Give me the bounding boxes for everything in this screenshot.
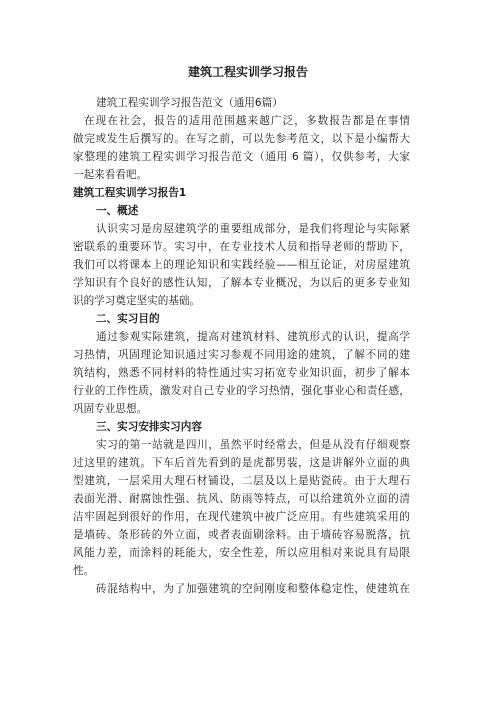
- paragraph-line: 筑结构，熟悉不同材料的特性通过实习拓宽专业知识面，初步了解本: [73, 367, 410, 379]
- paragraph-line: 学知识有个良好的感性认知，了解本专业概况，为以后的更多专业知: [73, 277, 410, 289]
- paragraph-line: 巩固专业思想。: [73, 403, 148, 415]
- paragraph-line: 型建筑，一层采用大理石材铺设，二层及以上是贴瓷砖。由于大理石: [73, 475, 410, 487]
- intro-line: 在现在社会，报告的适用范围越来越广泛，多数报告都是在事情: [84, 115, 410, 127]
- paragraph-line: 表面光滑、耐腐蚀性强、抗风、防雨等特点，可以给建筑外立面的清: [73, 493, 410, 505]
- paragraph-line: 洁牢固起到很好的作用，在现代建筑中被广泛应用。有些建筑采用的: [73, 511, 410, 523]
- paragraph-line: 风能力差，而涂料的耗能大，安全性差，所以应用相对来说具有局限: [73, 547, 410, 559]
- intro-line: 一起来看看吧。: [73, 169, 148, 181]
- paragraph-line: 砖混结构中，为了加强建筑的空间刚度和整体稳定性，使建筑在: [96, 583, 410, 595]
- intro-line: 做完或发生后撰写的。在写之前，可以先参考范文，以下是小编帮大: [73, 133, 410, 145]
- paragraph-line: 行业的工作性质，激发对自己专业的学习热情，强化事业心和责任感，: [73, 385, 410, 397]
- paragraph-line: 通过参观实际建筑，提高对建筑材料、建筑形式的认识，提高学: [96, 331, 410, 343]
- paragraph-line: 我们可以将课本上的理论知识和实践经验——相互论证，对房屋建筑: [73, 259, 410, 271]
- paragraph-line: 密联系的重要环节。实习中，在专业技术人员和指导老师的帮助下，: [73, 241, 410, 253]
- paragraph-line: 习热情，巩固理论知识通过实习参观不同用途的建筑，了解不同的建: [73, 349, 410, 361]
- report-heading: 建筑工程实训学习报告1: [73, 187, 187, 199]
- section-heading: 三、实习安排实习内容: [96, 421, 202, 433]
- paragraph-line: 是墙砖、条形砖的外立面，或者表面刷涂料。由于墙砖容易脱落，抗: [73, 529, 410, 541]
- section-heading: 一、概述: [96, 205, 139, 217]
- document-subtitle: 建筑工程实训学习报告范文（通用6篇）: [96, 97, 283, 109]
- intro-line: 家整理的建筑工程实训学习报告范文（通用 6 篇），仅供参考，大家: [73, 151, 410, 163]
- paragraph-line: 过这里的建筑。下车后首先看到的是虎都男装，这是讲解外立面的典: [73, 457, 410, 469]
- section-heading: 二、实习目的: [96, 313, 160, 325]
- document-title: 建筑工程实训学习报告: [187, 65, 308, 79]
- paragraph-line: 识的学习奠定坚实的基础。: [73, 295, 201, 307]
- paragraph-line: 认识实习是房屋建筑学的重要组成部分，是我们将理论与实际紧: [96, 223, 410, 235]
- paragraph-line: 性。: [73, 565, 95, 577]
- paragraph-line: 实习的第一站就是四川，虽然平时经常去，但是从没有仔细观察: [96, 439, 410, 451]
